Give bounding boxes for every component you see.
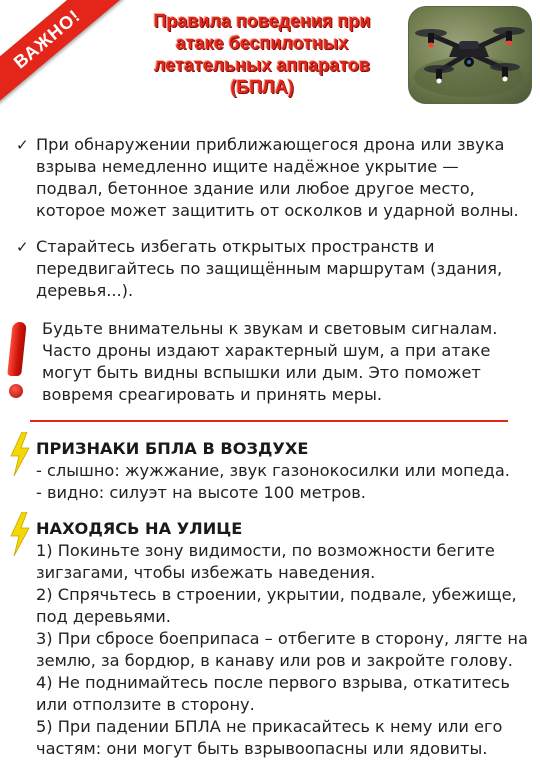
title-line: атаке беспилотных bbox=[175, 33, 349, 53]
attention-line: вовремя среагировать и принять меры. bbox=[42, 385, 383, 404]
title-line: (БПЛА) bbox=[230, 77, 294, 97]
signs-line: - слышно: жужжание, звук газонокосилки или мопеда. bbox=[36, 461, 510, 480]
important-badge bbox=[0, 0, 123, 107]
bullet-line: Старайтесь избегать открытых пространств и bbox=[36, 237, 435, 256]
street-line: 5) При падении БПЛА не прикасайтесь к нему или его bbox=[36, 717, 503, 736]
street-line: 3) При сбросе боеприпаса – отбегите в сторону, лягте на bbox=[36, 629, 528, 648]
bullet-item bbox=[36, 236, 502, 302]
street-line: 1) Покиньте зону видимости, по возможности бегите bbox=[36, 541, 495, 560]
important-badge-label: ВАЖНО! bbox=[9, 5, 84, 73]
exclamation-icon bbox=[8, 322, 26, 398]
street-line: или отползите в сторону. bbox=[36, 695, 255, 714]
street-line: землю, за бордюр, в канаву или ров и закройте голову. bbox=[36, 651, 513, 670]
lightning-icon bbox=[8, 512, 32, 556]
street-heading: НАХОДЯСЬ НА УЛИЦЕ bbox=[36, 519, 243, 538]
attention-note bbox=[42, 318, 497, 406]
attention-line: Часто дроны издают характерный шум, а при атаке bbox=[42, 341, 491, 360]
street-line: зигзагами, чтобы избежать наведения. bbox=[36, 563, 376, 582]
check-icon: ✓ bbox=[16, 136, 29, 154]
street-line: 2) Спрячьтесь в строении, укрытии, подвале, убежище, bbox=[36, 585, 517, 604]
title-line: летательных аппаратов bbox=[154, 55, 370, 75]
street-line: частям: они могут быть взрывоопасны или ядовиты. bbox=[36, 739, 488, 758]
attention-line: могут быть видны вспышки или дым. Это поможет bbox=[42, 363, 481, 382]
drone-image bbox=[408, 6, 532, 104]
signs-heading: ПРИЗНАКИ БПЛА В ВОЗДУХЕ bbox=[36, 439, 309, 458]
bullet-item bbox=[36, 134, 519, 222]
street-line: 4) Не поднимайтесь после первого взрыва, откатитесь bbox=[36, 673, 510, 692]
bullet-line: деревья...). bbox=[36, 281, 134, 300]
bullet-line: которое может защитить от осколков и ударной волны. bbox=[36, 201, 519, 220]
signs-list bbox=[36, 460, 510, 504]
bullet-line: передвигайтесь по защищённым маршрутам (здания, bbox=[36, 259, 503, 278]
lightning-icon bbox=[8, 432, 32, 476]
bullet-line: взрыва немедленно ищите надёжное укрытие — bbox=[36, 157, 459, 176]
street-line: под деревьями. bbox=[36, 607, 171, 626]
bullet-line: При обнаружении приближающегося дрона или звука bbox=[36, 135, 505, 154]
title-line: Правила поведения при bbox=[153, 11, 371, 31]
street-list bbox=[36, 540, 528, 760]
section-divider bbox=[30, 420, 508, 422]
signs-line: - видно: силуэт на высоте 100 метров. bbox=[36, 483, 366, 502]
check-icon: ✓ bbox=[16, 238, 29, 256]
drone-icon bbox=[409, 7, 531, 103]
poster-title bbox=[112, 10, 412, 98]
attention-line: Будьте внимательны к звукам и световым сигналам. bbox=[42, 319, 498, 338]
bullet-line: подвал, бетонное здание или любое другое место, bbox=[36, 179, 475, 198]
